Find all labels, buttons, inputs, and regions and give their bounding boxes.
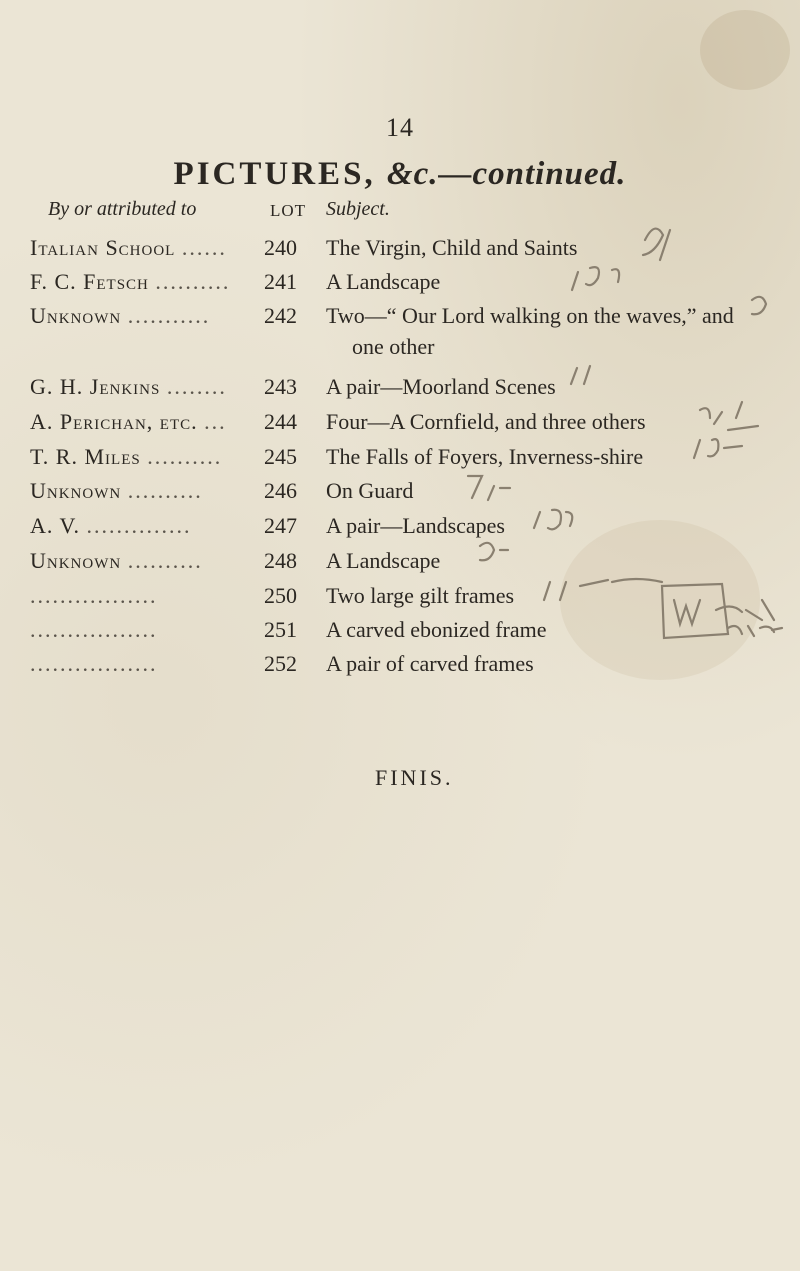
lot-number: 244 [264,409,297,434]
lot-number: 251 [264,617,297,642]
artist-name: F. C. Fetsch .......... [30,269,231,294]
lot-number: 245 [264,444,297,469]
column-header-artist: By or attributed to [48,198,197,220]
artist-name: A. Perichan, etc. ... [30,409,227,434]
artist-name: Unknown .......... [30,478,203,503]
lot-subject: A Landscape [326,548,441,573]
lot-number: 242 [264,303,297,328]
lot-subject: A Landscape [326,269,441,294]
artist-name: Unknown ........... [30,303,211,328]
lot-subject: The Virgin, Child and Saints [326,235,578,260]
heading-continued: &c.—continued. [386,156,627,192]
heading-main: PICTURES, [173,156,387,192]
lot-number: 250 [264,583,297,608]
lot-number: 241 [264,269,297,294]
artist-name: Italian School ...... [30,235,227,260]
lot-number: 246 [264,478,297,503]
artist-name: ................. [30,651,158,676]
lot-subject: A pair—Moorland Scenes [326,374,556,399]
finis-text: FINIS. [375,765,454,790]
lot-number: 243 [264,374,297,399]
page-number: 14 [386,113,414,142]
lot-subject: On Guard [326,478,414,503]
column-header-subject: Subject. [326,198,390,220]
lot-number: 248 [264,548,297,573]
lot-subject: Two large gilt frames [326,583,515,608]
artist-name: T. R. Miles .......... [30,444,223,469]
lot-subject-continuation: one other [352,334,435,359]
artist-name: A. V. .............. [30,513,192,538]
lot-number: 247 [264,513,297,538]
lot-subject: A carved ebonized frame [326,617,547,642]
artist-name: G. H. Jenkins ........ [30,374,227,399]
lot-subject: Two—“ Our Lord walking on the waves,” and [326,303,734,328]
lot-number: 252 [264,651,297,676]
lot-subject: Four—A Cornfield, and three others [326,409,646,434]
lot-subject: A pair of carved frames [326,651,534,676]
lot-subject: A pair—Landscapes [326,513,505,538]
artist-name: Unknown .......... [30,548,203,573]
column-header-lot: LOT [270,201,307,220]
artist-name: ................. [30,617,158,642]
lot-subject: The Falls of Foyers, Inverness-shire [326,444,644,469]
artist-name: ................. [30,583,158,608]
lot-number: 240 [264,235,297,260]
